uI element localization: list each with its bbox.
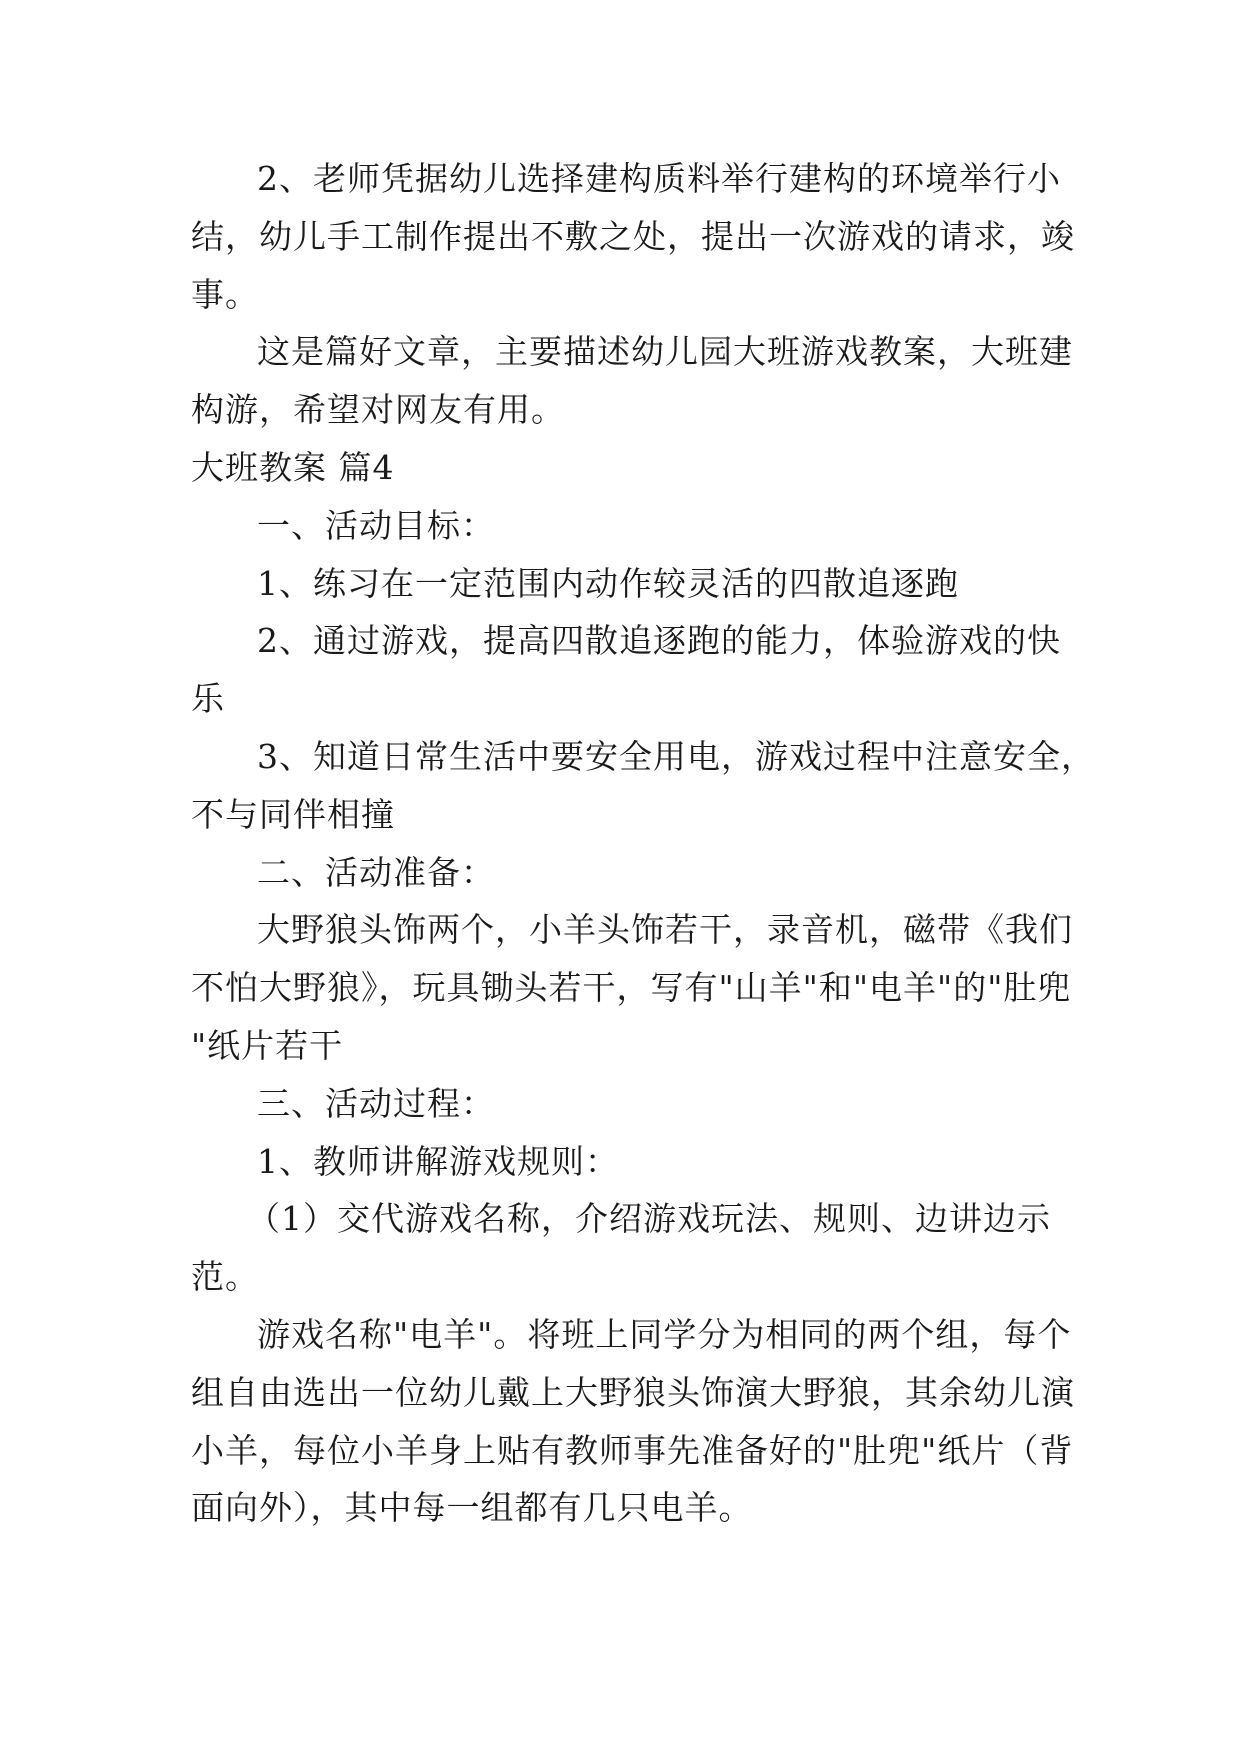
paragraph-line: 1、练习在一定范围内动作较灵活的四散追逐跑 (257, 563, 959, 603)
paragraph-line: 组自由选出一位幼儿戴上大野狼头饰演大野狼，其余幼儿演 (191, 1372, 1075, 1412)
subheading-objectives: 一、活动目标： (257, 505, 495, 545)
paragraph-line: 不与同伴相撞 (191, 794, 395, 834)
document-body (191, 150, 1095, 1537)
paragraph-line: 游戏名称"电羊"。将班上同学分为相同的两个组，每个 (257, 1314, 1072, 1354)
paragraph-line: 面向外），其中每一组都有几只电羊。 (191, 1488, 753, 1528)
paragraph-line: 1、教师讲解游戏规则： (257, 1141, 619, 1181)
paragraph-line: 小羊，每位小羊身上贴有教师事先准备好的"肚兜"纸片（背 (191, 1430, 1074, 1470)
paragraph-line: "纸片若干 (191, 1025, 344, 1065)
paragraph-line: 大野狼头饰两个，小羊头饰若干，录音机，磁带《我们 (257, 910, 1073, 950)
paragraph-line: 结，幼儿手工制作提出不敷之处，提出一次游戏的请求，竣 (191, 216, 1075, 256)
paragraph-line: 构游，希望对网友有用。 (191, 390, 565, 430)
paragraph-line: 2、老师凭据幼儿选择建构质料举行建构的环境举行小 (257, 159, 1061, 198)
section-heading: 大班教案 篇4 (191, 447, 395, 487)
paragraph-line: 事。 (191, 274, 259, 314)
paragraph-line: 3、知道日常生活中要安全用电，游戏过程中注意安全， (257, 736, 1095, 776)
subheading-preparation: 二、活动准备： (257, 852, 495, 892)
paragraph-line: （1）交代游戏名称，介绍游戏玩法、规则、边讲边示 (247, 1199, 1051, 1239)
subheading-process: 三、活动过程： (257, 1083, 495, 1123)
paragraph-line: 不怕大野狼》，玩具锄头若干，写有"山羊"和"电羊"的"肚兜 (191, 968, 1072, 1008)
paragraph-line: 乐 (191, 679, 225, 719)
paragraph-line: 2、通过游戏，提高四散追逐跑的能力，体验游戏的快 (257, 621, 1061, 661)
paragraph-line: 这是篇好文章，主要描述幼儿园大班游戏教案，大班建 (257, 332, 1073, 372)
paragraph-line: 范。 (191, 1257, 259, 1297)
